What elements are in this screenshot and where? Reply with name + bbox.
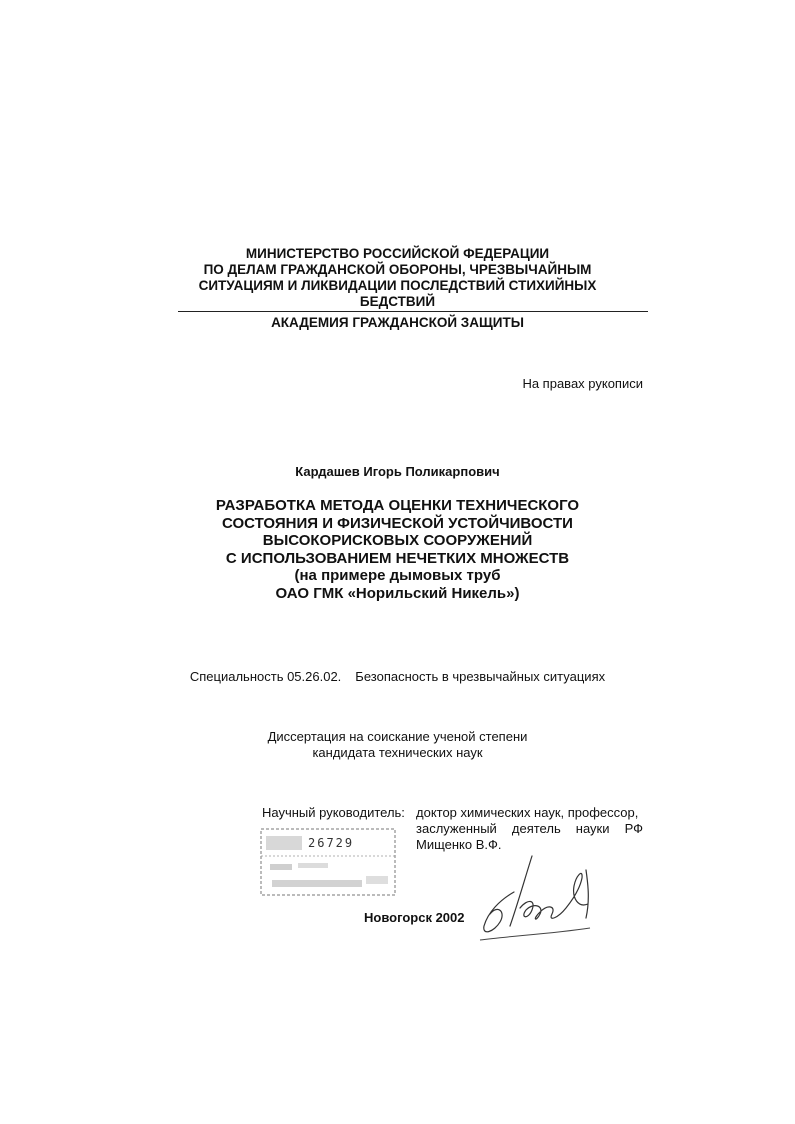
specialty-code: Специальность 05.26.02. — [189, 669, 342, 684]
title-line-2: СОСТОЯНИЯ И ФИЗИЧЕСКОЙ УСТОЙЧИВОСТИ — [222, 514, 573, 532]
specialty — [0, 669, 795, 684]
supervisor-details — [416, 805, 643, 853]
title-line-6: ОАО ГМК «Норильский Никель») — [275, 584, 520, 602]
ministry-line-2: ПО ДЕЛАМ ГРАЖДАНСКОЙ ОБОРОНЫ, ЧРЕЗВЫЧАЙНЫМ — [203, 262, 592, 277]
header-divider — [178, 311, 648, 312]
ministry-line-1: МИНИСТЕРСТВО РОССИЙСКОЙ ФЕДЕРАЦИИ — [245, 246, 550, 261]
manuscript-note: На правах рукописи — [522, 376, 643, 391]
library-stamp — [258, 826, 398, 898]
stamp-number: 26729 — [308, 836, 355, 850]
ministry-heading — [0, 246, 795, 310]
degree-statement — [0, 729, 795, 761]
title-line-4: С ИСПОЛЬЗОВАНИЕМ НЕЧЕТКИХ МНОЖЕСТВ — [225, 549, 570, 567]
degree-line-2: кандидата технических наук — [312, 745, 483, 760]
signature-icon — [470, 848, 620, 948]
academy-name: АКАДЕМИЯ ГРАЖДАНСКОЙ ЗАЩИТЫ — [271, 315, 524, 330]
author-name: Кардашев Игорь Поликарпович — [295, 464, 500, 479]
title-line-5: (на примере дымовых труб — [294, 567, 501, 584]
supervisor-label: Научный руководитель: — [262, 805, 405, 820]
supervisor-line-2: заслуженный деятель науки РФ — [416, 821, 643, 836]
degree-line-1: Диссертация на соискание ученой степени — [267, 729, 528, 744]
specialty-name: Безопасность в чрезвычайных ситуациях — [355, 669, 606, 684]
supervisor-line-1: доктор химических наук, профессор, — [416, 805, 639, 820]
title-line-1: РАЗРАБОТКА МЕТОДА ОЦЕНКИ ТЕХНИЧЕСКОГО — [215, 497, 580, 514]
title-line-3: ВЫСОКОРИСКОВЫХ СООРУЖЕНИЙ — [262, 532, 533, 549]
supervisor-line-3: Мищенко В.Ф. — [416, 837, 502, 852]
ministry-line-3: СИТУАЦИЯМ И ЛИКВИДАЦИИ ПОСЛЕДСТВИЙ СТИХИЙНЫХ — [198, 278, 597, 293]
city-year: Новогорск 2002 — [364, 910, 465, 925]
dissertation-title — [0, 497, 795, 602]
ministry-line-4: БЕДСТВИЙ — [359, 294, 436, 309]
